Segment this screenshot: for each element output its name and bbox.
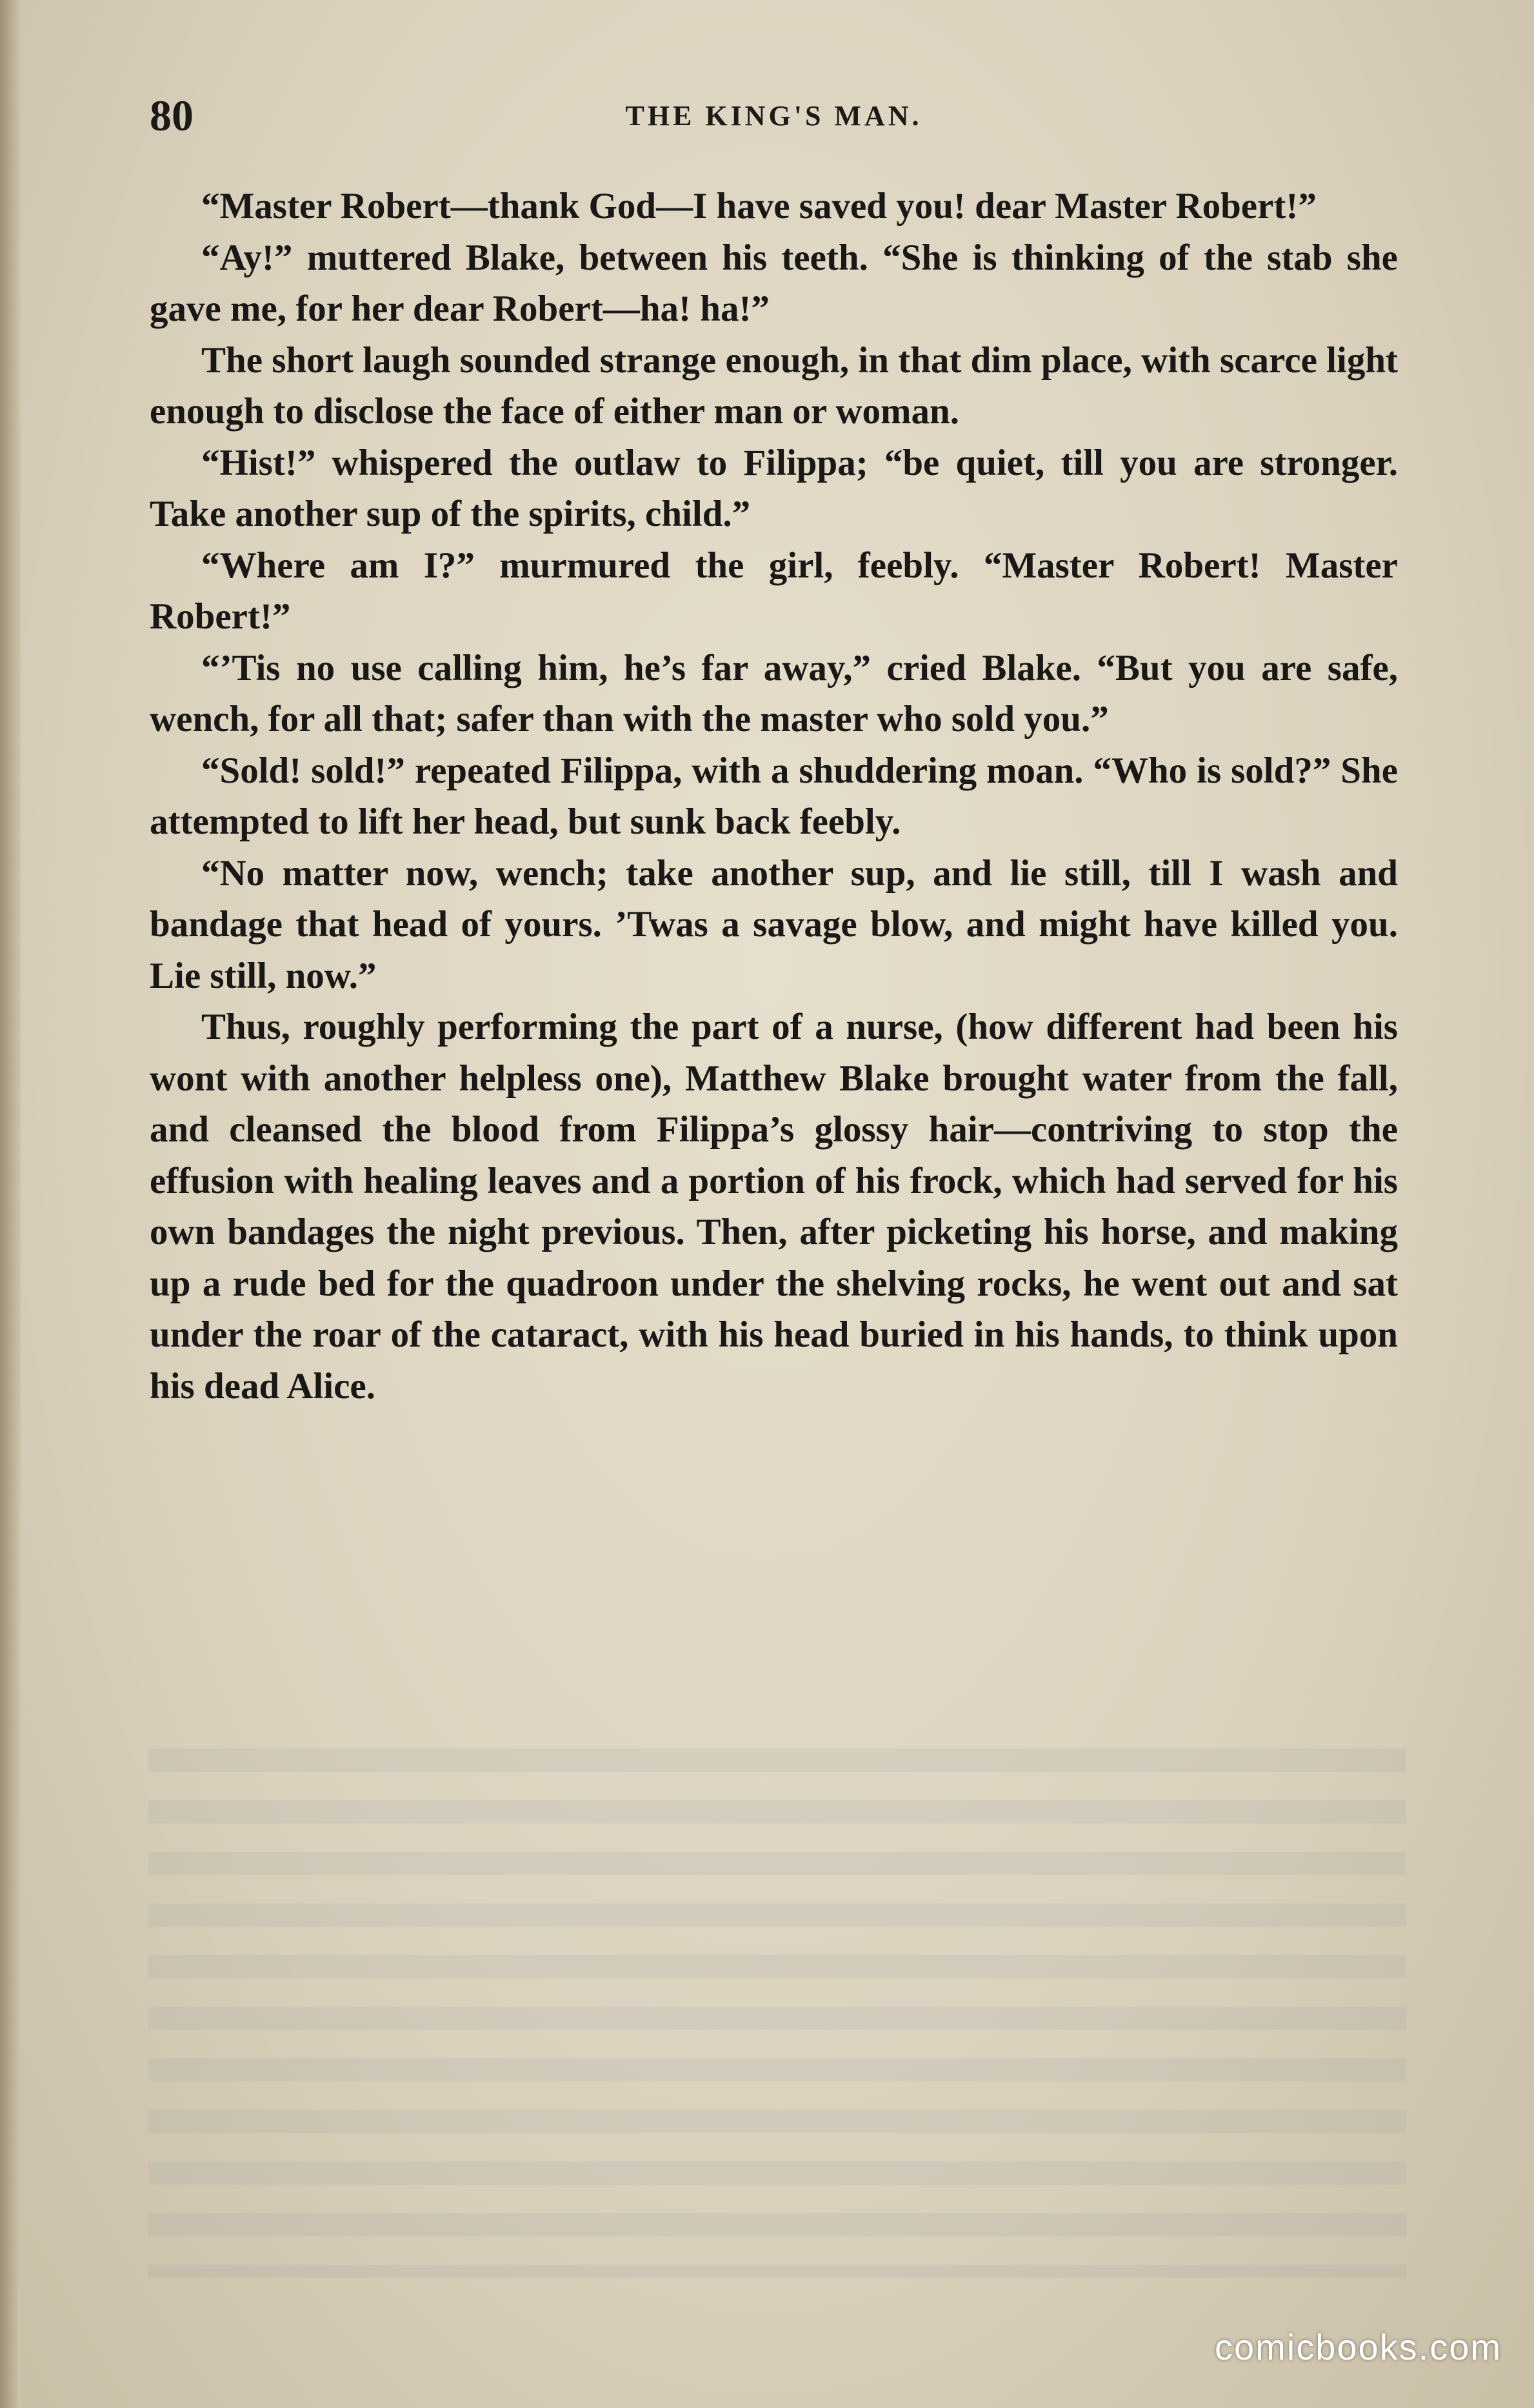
- paragraph: “Sold! sold!” repeated Filippa, with a shuddering moan. “Who is sold?” She attempted to lift her head, but sunk back feebly.: [150, 750, 1398, 842]
- page-header: [150, 90, 1398, 148]
- page-number: 80: [150, 91, 194, 140]
- show-through-text: [148, 1749, 1406, 2278]
- paragraph: “’Tis no use calling him, he’s far away,” cried Blake. “But you are safe, wench, for all that; safer than with the master who sold you.”: [150, 647, 1398, 739]
- paragraph: “Where am I?” murmured the girl, feebly. “Master Robert! Master Robert!”: [150, 545, 1398, 637]
- paragraph: Thus, roughly performing the part of a nurse, (how different had been his wont with another helpless one), Matthew Blake brought water from the fall, and cleansed the blood from Filippa’s glossy hair—contriving to stop the effusion with healing leaves and a portion of his frock, which had served for his own bandages the night previous. Then, after picketing his horse, and making up a rude bed for the quadroon under the shelving rocks, he went out and sat under the roar of the cataract, with his head buried in his hands, to think upon his dead Alice.: [150, 1007, 1398, 1407]
- page-gutter-shadow: [0, 0, 21, 2408]
- watermark: comicbooks.com: [1214, 2327, 1502, 2367]
- paragraph: The short laugh sounded strange enough, in that dim place, with scarce light enough to disclose the face of either man or woman.: [150, 339, 1398, 432]
- paragraph: “Master Robert—thank God—I have saved you! dear Master Robert!”: [201, 186, 1317, 226]
- paragraph: “Hist!” whispered the outlaw to Filippa; “be quiet, till you are stronger. Take another sup of the spirits, child.”: [150, 442, 1398, 534]
- paragraph: “No matter now, wench; take another sup, and lie still, till I wash and bandage that head of yours. ’Twas a savage blow, and might have killed you. Lie still, now.”: [150, 852, 1398, 996]
- paragraph: “Ay!” muttered Blake, between his teeth. “She is thinking of the stab she gave me, for her dear Robert—ha! ha!”: [150, 237, 1398, 329]
- body-text: [150, 181, 1398, 1412]
- running-head: THE KING'S MAN.: [625, 100, 922, 132]
